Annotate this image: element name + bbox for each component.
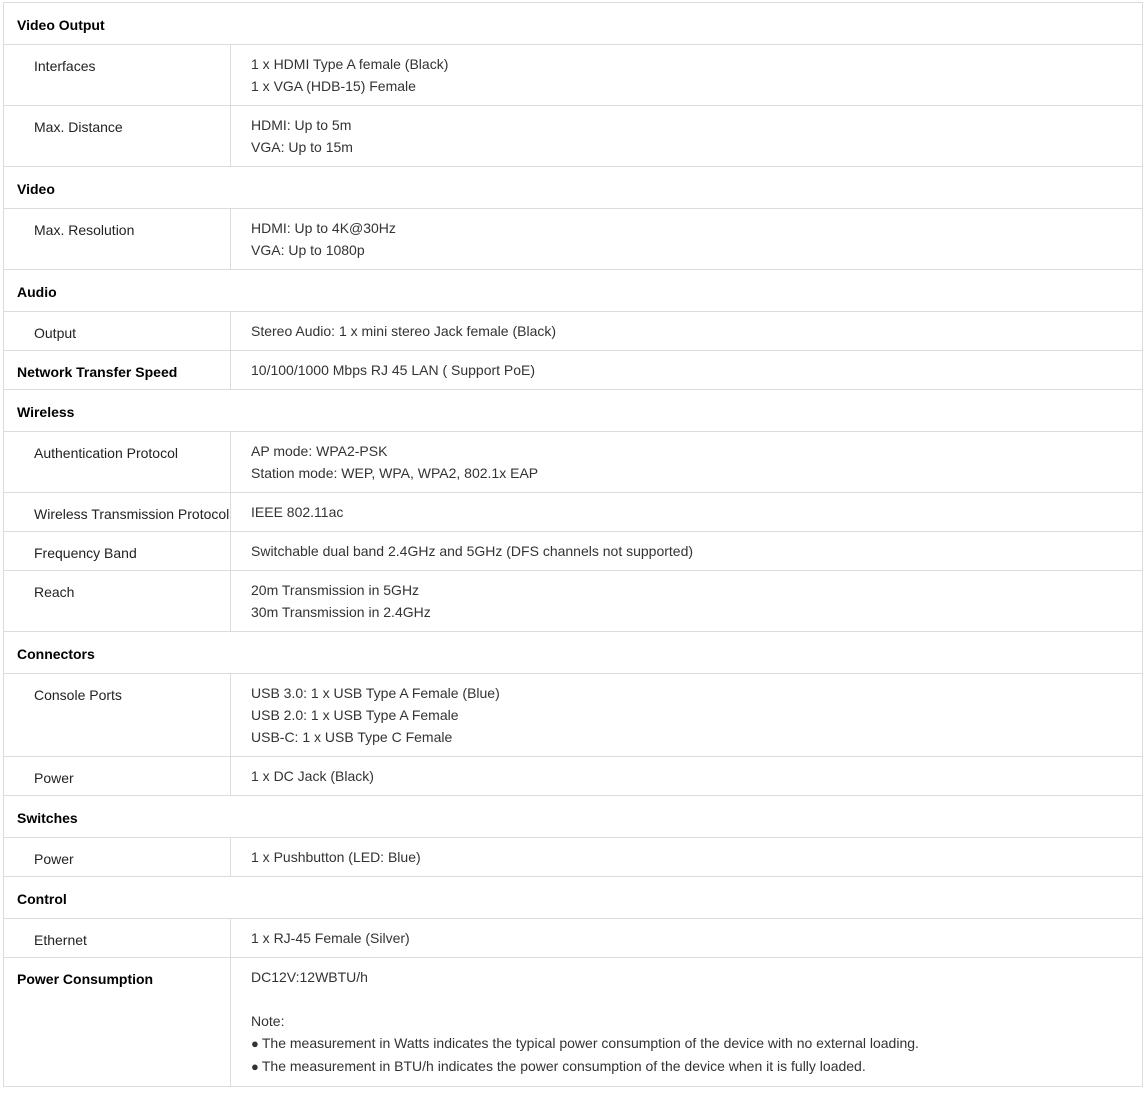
section-heading: Connectors [4, 632, 1143, 674]
spec-row-output [4, 312, 1143, 351]
spec-value-line: USB 3.0: 1 x USB Type A Female (Blue) [251, 685, 500, 701]
spec-row-frequency-band [4, 532, 1143, 571]
spec-value [231, 106, 1143, 167]
spec-value-line: Station mode: WEP, WPA, WPA2, 802.1x EAP [251, 465, 539, 481]
spec-value-line: Switchable dual band 2.4GHz and 5GHz (DFS channels not supported) [251, 543, 694, 559]
spec-value [231, 45, 1143, 106]
section-heading: Wireless [4, 390, 1143, 432]
section-heading: Audio [4, 270, 1143, 312]
section-row-video-output [4, 3, 1143, 45]
spec-value-line: DC12V:12WBTU/h [251, 969, 368, 985]
spec-value [231, 209, 1143, 270]
spec-value-line: USB 2.0: 1 x USB Type A Female [251, 707, 459, 723]
spec-value-line: 1 x Pushbutton (LED: Blue) [251, 849, 421, 865]
spec-value-line: VGA: Up to 15m [251, 139, 353, 155]
spec-table [3, 2, 1143, 1087]
spec-value-line: 10/100/1000 Mbps RJ 45 LAN ( Support PoE) [251, 362, 536, 378]
bullet-icon: ● [251, 1059, 259, 1074]
note-bullet-text: The measurement in Watts indicates the typical power consumption of the device with no external loading. [261, 1035, 919, 1051]
section-heading: Switches [4, 796, 1143, 838]
spec-label: Max. Resolution [4, 209, 231, 270]
spec-value [231, 757, 1143, 796]
spec-value [231, 838, 1143, 877]
spec-label: Power Consumption [4, 958, 231, 1087]
spec-value-line: IEEE 802.11ac [251, 504, 344, 520]
section-row-audio [4, 270, 1143, 312]
spec-row-interfaces [4, 45, 1143, 106]
spec-label: Network Transfer Speed [4, 351, 231, 390]
spec-row-authentication-protocol [4, 432, 1143, 493]
spec-value [231, 312, 1143, 351]
spec-label: Power [4, 757, 231, 796]
spec-row-wireless-transmission-protocol [4, 493, 1143, 532]
spec-value-line: Note: [251, 1013, 285, 1029]
section-heading: Video Output [4, 3, 1143, 45]
spec-row-power [4, 757, 1143, 796]
spec-value-line: Stereo Audio: 1 x mini stereo Jack female (Black) [251, 323, 557, 339]
spec-label: Reach [4, 571, 231, 632]
spec-value [231, 493, 1143, 532]
spec-value [231, 919, 1143, 958]
spec-label: Output [4, 312, 231, 351]
spec-value [231, 532, 1143, 571]
spec-row-power [4, 838, 1143, 877]
bullet-icon: ● [251, 1036, 259, 1051]
spec-value-line: HDMI: Up to 5m [251, 117, 352, 133]
spec-value [231, 571, 1143, 632]
spec-value-line: 30m Transmission in 2.4GHz [251, 604, 431, 620]
spec-value-line: USB-C: 1 x USB Type C Female [251, 729, 453, 745]
section-heading: Control [4, 877, 1143, 919]
section-row-video [4, 167, 1143, 209]
spec-value-line: 1 x RJ-45 Female (Silver) [251, 930, 410, 946]
section-row-switches [4, 796, 1143, 838]
note-bullet-item [251, 1055, 1142, 1078]
note-bullet-item [251, 1032, 1142, 1055]
spec-row-max-resolution [4, 209, 1143, 270]
spec-label: Ethernet [4, 919, 231, 958]
spec-value-line: 20m Transmission in 5GHz [251, 582, 420, 598]
spec-table-body [4, 3, 1143, 1087]
spec-value-line: 1 x HDMI Type A female (Black) [251, 56, 449, 72]
spec-label: Authentication Protocol [4, 432, 231, 493]
spec-label: Console Ports [4, 674, 231, 757]
spec-value [231, 958, 1143, 1087]
section-row-control [4, 877, 1143, 919]
section-row-wireless [4, 390, 1143, 432]
spec-value-line: VGA: Up to 1080p [251, 242, 365, 258]
spec-value-line [251, 988, 1142, 1010]
spec-row-reach [4, 571, 1143, 632]
note-bullet-text: The measurement in BTU/h indicates the power consumption of the device when it is fully loaded. [261, 1058, 866, 1074]
spec-value [231, 674, 1143, 757]
spec-label: Interfaces [4, 45, 231, 106]
spec-label: Max. Distance [4, 106, 231, 167]
spec-row-power-consumption [4, 958, 1143, 1087]
spec-value [231, 432, 1143, 493]
section-row-connectors [4, 632, 1143, 674]
section-heading: Video [4, 167, 1143, 209]
spec-row-console-ports [4, 674, 1143, 757]
spec-row-ethernet [4, 919, 1143, 958]
spec-label: Frequency Band [4, 532, 231, 571]
spec-row-network-transfer-speed [4, 351, 1143, 390]
spec-value-line: HDMI: Up to 4K@30Hz [251, 220, 396, 236]
spec-value [231, 351, 1143, 390]
spec-value-line: 1 x DC Jack (Black) [251, 768, 374, 784]
spec-label: Power [4, 838, 231, 877]
spec-value-line: 1 x VGA (HDB-15) Female [251, 78, 416, 94]
spec-value-line: AP mode: WPA2-PSK [251, 443, 388, 459]
spec-row-max-distance [4, 106, 1143, 167]
spec-label: Wireless Transmission Protocol [4, 493, 231, 532]
